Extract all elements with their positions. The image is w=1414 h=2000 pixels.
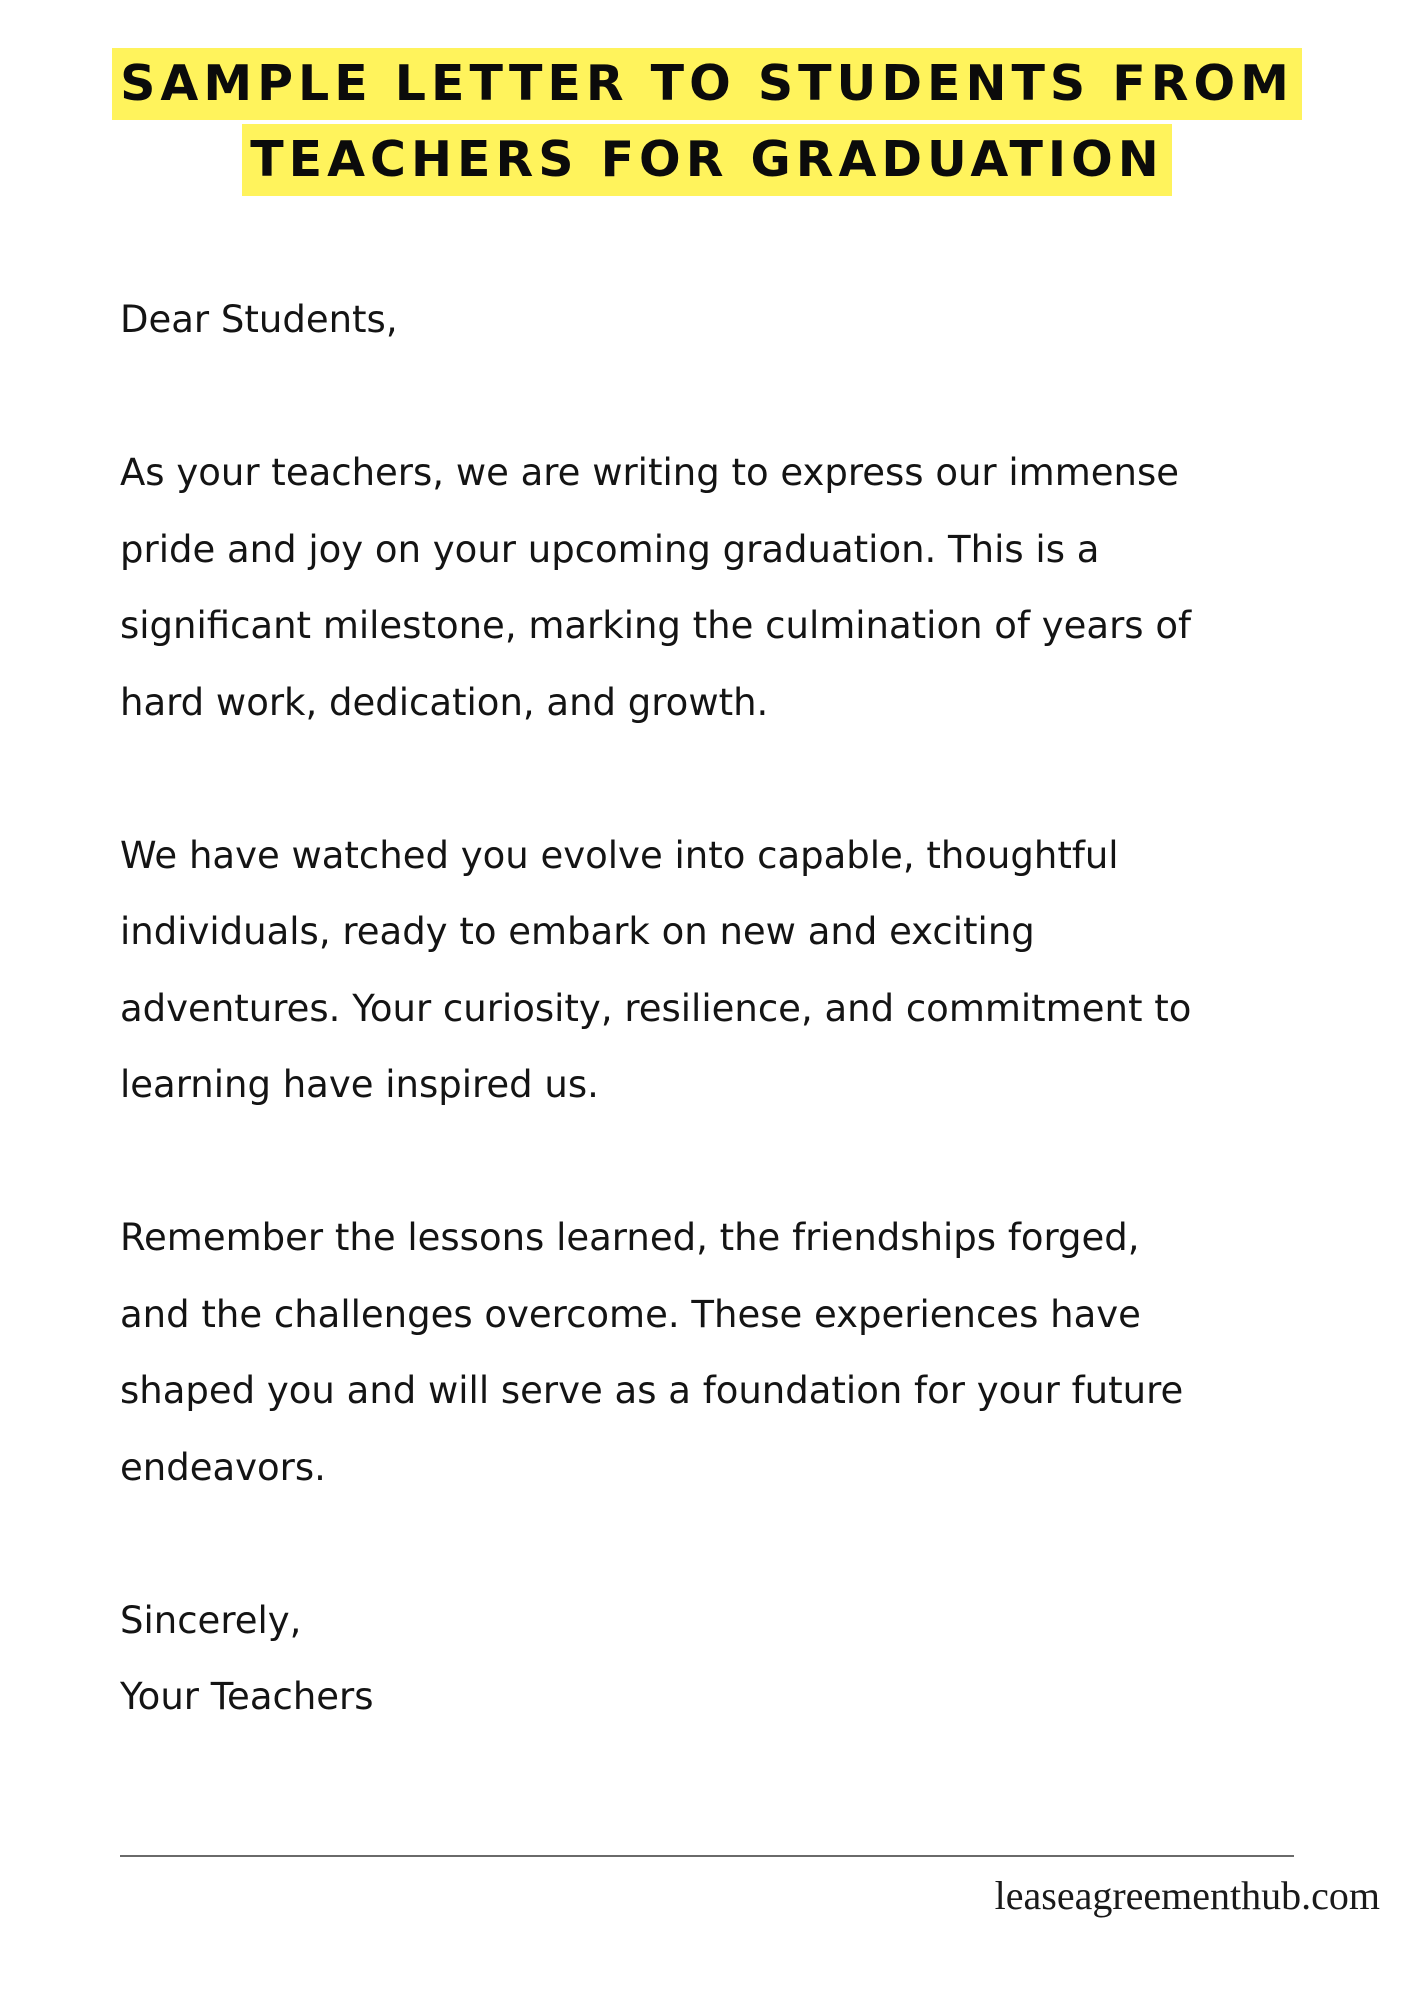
paragraph-1 — [120, 435, 1360, 741]
paragraph-line: individuals, ready to embark on new and exciting — [120, 910, 1035, 953]
paragraph-line: significant milestone, marking the culmination of years of — [120, 604, 1191, 647]
title-line-2: TEACHERS FOR GRADUATION — [242, 124, 1172, 196]
paragraph-line: We have watched you evolve into capable, thoughtful — [120, 833, 1119, 877]
paragraph-spacer — [120, 1506, 1360, 1583]
paragraph-line: shaped you and will serve as a foundation for your future — [120, 1369, 1184, 1412]
salutation: Dear Students, — [120, 298, 398, 341]
paragraph-line: Remember the lessons learned, the friendships forged, — [120, 1216, 1140, 1259]
paragraph-line: and the challenges overcome. These experiences have — [120, 1292, 1141, 1336]
paragraph-line: hard work, dedication, and growth. — [120, 680, 769, 724]
paragraph-spacer — [120, 1124, 1360, 1201]
paragraph-line: adventures. Your curiosity, resilience, and commitment to — [120, 986, 1192, 1030]
document-title — [0, 48, 1414, 196]
paragraph-spacer — [120, 359, 1360, 436]
paragraph-spacer — [120, 741, 1360, 818]
title-line-1: SAMPLE LETTER TO STUDENTS FROM — [112, 48, 1302, 120]
footer-website: leaseagreementhub.com — [994, 1873, 1380, 1918]
paragraph-2 — [120, 818, 1360, 1124]
signature: Your Teachers — [120, 1675, 374, 1718]
paragraph-line: endeavors. — [120, 1445, 326, 1489]
paragraph-line: pride and joy on your upcoming graduation. This is a — [120, 527, 1100, 571]
paragraph-line: As your teachers, we are writing to express our immense — [120, 451, 1179, 494]
letter-body — [120, 282, 1360, 1736]
footer-divider — [120, 1855, 1294, 1857]
paragraph-3 — [120, 1200, 1360, 1506]
paragraph-line: learning have inspired us. — [120, 1063, 599, 1106]
closing: Sincerely, — [120, 1598, 302, 1642]
